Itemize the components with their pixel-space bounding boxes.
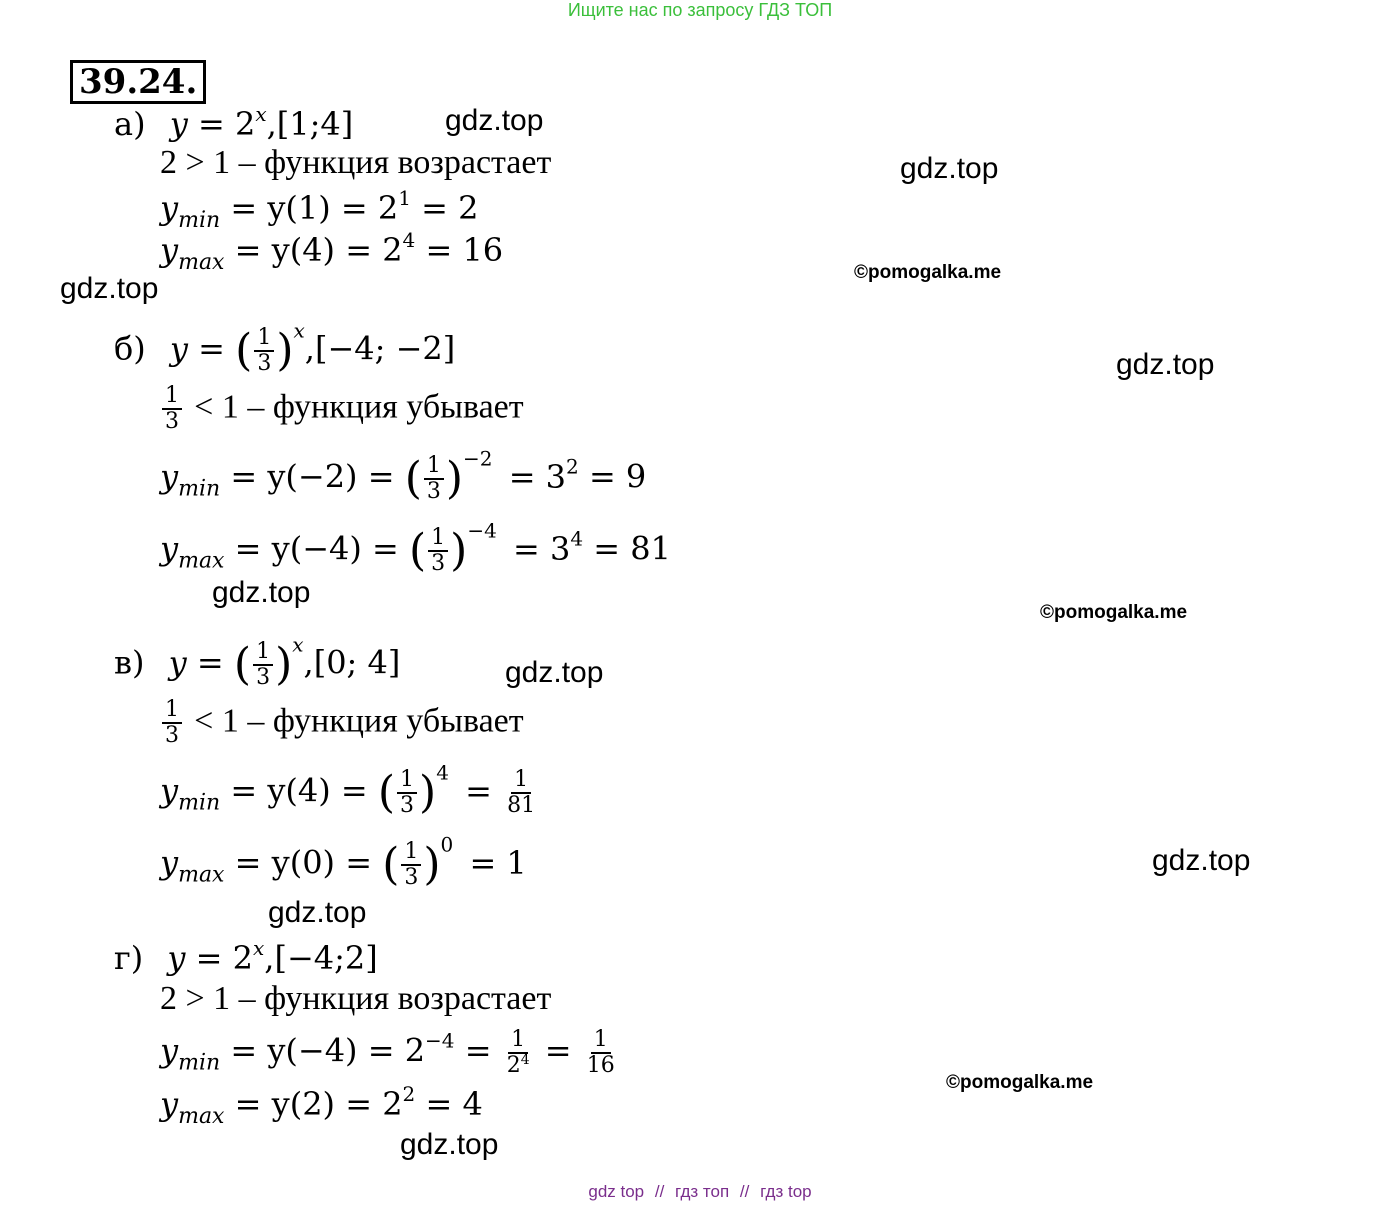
part-c-interval: [0; 4]: [313, 643, 401, 682]
part-b-min-res: = 3: [508, 457, 567, 496]
part-c-max-expr: = y(0) =: [234, 843, 373, 882]
part-d-max-result: = 4: [425, 1085, 483, 1123]
exp-x: x: [293, 318, 305, 343]
part-c-label: в): [114, 643, 145, 682]
part-b-cond-text: < 1 – функция убывает: [194, 388, 524, 426]
problem-number: 39.24.: [70, 60, 206, 104]
part-c-header: в) y = ( $\frac{1}{3}$ )$^x$,[0; 4]: [114, 632, 401, 690]
watermark-gdz: gdz.top: [1116, 348, 1215, 381]
base: 2: [234, 105, 256, 143]
part-b-condition: [160, 384, 524, 434]
part-c-min-expr: = y(4) =: [230, 771, 368, 810]
part-a-header: [114, 104, 353, 144]
part-a-min-result: = 2: [421, 189, 479, 227]
watermark-pomogalka: ©pomogalka.me: [946, 1072, 1094, 1093]
part-d-header: г) $y = 2^x,[-4;2]$: [114, 936, 378, 977]
watermark-pomogalka: ©pomogalka.me: [1040, 602, 1188, 623]
part-a-max-exp: 4: [402, 228, 416, 252]
part-d-max-exp: 2: [402, 1082, 416, 1106]
watermark-gdz: gdz.top: [268, 896, 367, 929]
part-b-interval: [−4; −2]: [314, 329, 456, 368]
part-d-min: $y_{min} = y(-4) = 2^{-4}$ = $\frac{1}{2^4}$ = $\frac{1}{16}$: [160, 1028, 620, 1078]
fraction: $\frac{1}{3}$: [254, 326, 274, 376]
y-var: y: [160, 231, 179, 269]
part-a-max-result: = 16: [425, 231, 504, 269]
watermark-gdz: gdz.top: [212, 576, 311, 609]
part-d-frac2: $\frac{1}{16}$: [586, 1027, 615, 1078]
sub-max: max: [178, 250, 225, 275]
top-banner: Ищите нас по запросу ГДЗ ТОП: [567, 0, 833, 20]
y-var: y: [160, 189, 179, 227]
part-d-interval: [−4;2]: [274, 939, 378, 977]
y-var: y: [169, 329, 188, 368]
part-b-header: б) y = ( $\frac{1}{3}$ )$^x$,[−4; −2]: [114, 318, 456, 376]
part-b-label: б): [114, 329, 146, 368]
part-d-min-expr: = y(−4) = 2: [230, 1031, 426, 1070]
part-b-min: $y_{min} = y(-2)$ = ( $\frac{1}{3}$ )$^{-2} = 3^2 = 9$: [160, 446, 647, 504]
part-b-min-exp: −2: [463, 446, 493, 471]
part-c-max-result: = 1: [469, 843, 527, 882]
part-c-min: $y_{min} = y(4)$ = ( $\frac{1}{3}$ )$^4$ = $\frac{1}{81}$: [160, 768, 540, 818]
part-b-max-res: = 3: [513, 529, 571, 568]
part-c-min-result: $\frac{1}{81}$: [507, 767, 536, 818]
part-a-interval: [1;4]: [276, 105, 354, 143]
part-c-max-exp: 0: [440, 832, 454, 857]
footer-link-gdz-top-mixed[interactable]: гдз top: [760, 1182, 812, 1201]
comma: ,: [266, 105, 277, 143]
watermark-pomogalka: ©pomogalka.me: [854, 262, 1002, 283]
footer-sep: //: [739, 1182, 750, 1201]
part-b-min-expr: = y(−2) =: [230, 457, 395, 496]
part-c-max: $y_{max} = y(0)$ = ( $\frac{1}{3}$ )$^0$ = 1: [160, 832, 527, 890]
part-b-max: $y_{max} = y(-4)$ = ( $\frac{1}{3}$ )$^{-4} = 3^4 = 81$: [160, 518, 671, 576]
part-a-min-exp: 1: [398, 186, 411, 210]
part-a-min-expr: = y(1) = 2: [230, 189, 399, 227]
footer-link-gdz-top-ru[interactable]: гдз топ: [675, 1182, 730, 1201]
y-var: y: [169, 105, 188, 143]
comma: ,: [304, 329, 315, 368]
part-a-max-expr: = y(4) = 2: [234, 231, 403, 269]
part-c-min-exp: 4: [436, 760, 449, 785]
watermark-gdz: gdz.top: [505, 656, 604, 689]
part-d-max: $y_{max} = y(2) = 2^2 = 4$: [160, 1082, 483, 1129]
part-d-max-expr: = y(2) = 2: [234, 1085, 403, 1123]
fraction: $\frac{1}{3}$: [162, 384, 182, 434]
part-d-min-exp: −4: [425, 1028, 455, 1053]
part-d-frac1: $\frac{1}{2^4}$: [506, 1027, 530, 1078]
part-d-condition: 2 > 1 – функция возрастает: [160, 980, 552, 1017]
watermark-gdz: gdz.top: [445, 104, 544, 137]
footer: [0, 1182, 1400, 1202]
eq: =: [198, 329, 225, 368]
part-d-label: г): [114, 939, 144, 977]
part-c-cond-text: < 1 – функция убывает: [194, 702, 524, 740]
part-a-condition: 2 > 1 – функция возрастает: [160, 144, 552, 181]
exp-x: x: [255, 102, 267, 126]
watermark-gdz: gdz.top: [1152, 844, 1251, 877]
watermark-gdz: gdz.top: [400, 1128, 499, 1161]
eq: =: [197, 105, 225, 143]
part-a-label: а): [114, 105, 146, 143]
sub-min: min: [178, 208, 221, 233]
footer-sep: //: [654, 1182, 665, 1201]
part-a-max: [160, 228, 504, 275]
watermark-gdz: gdz.top: [900, 152, 999, 185]
part-a-min: [160, 186, 479, 233]
watermark-gdz: gdz.top: [60, 272, 159, 305]
footer-link-gdz-top[interactable]: gdz top: [588, 1182, 645, 1201]
part-b-max-expr: = y(−4) =: [234, 529, 399, 568]
part-c-condition: $\frac{1}{3}$ < 1 – функция убывает: [160, 698, 524, 748]
part-b-max-exp: −4: [467, 518, 497, 543]
